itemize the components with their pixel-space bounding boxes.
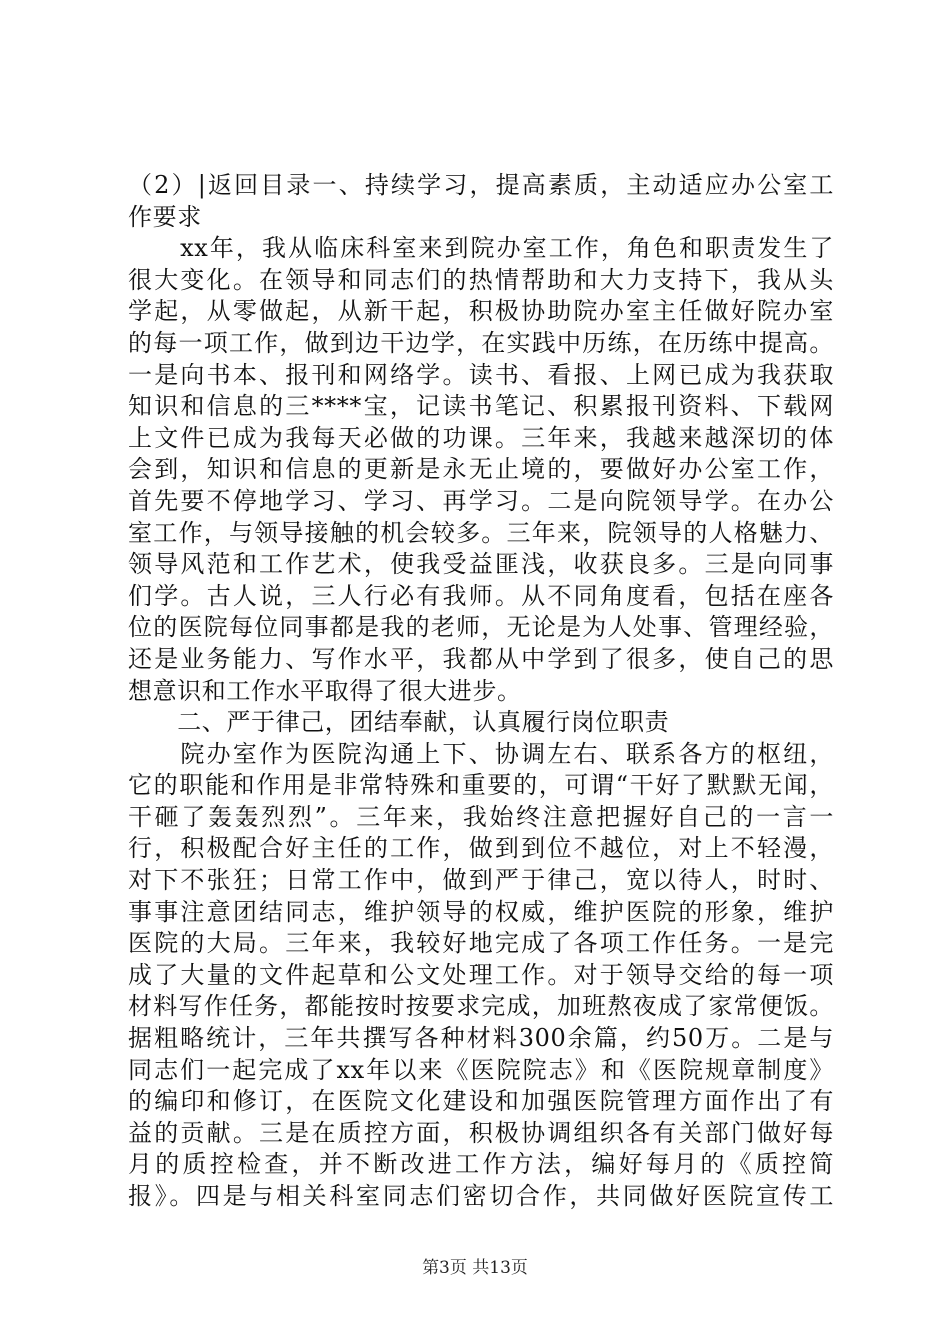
document-body: [128, 170, 834, 1213]
page-footer: 第3页 共13页: [422, 1258, 528, 1278]
text-line: 们学。古人说，三人行必有我师。从不同角度看，包括在座各: [128, 581, 834, 610]
text-line: xx年，我从临床科室来到院办室工作，角色和职责发生了: [128, 234, 834, 263]
text-line: 的每一项工作，做到边干边学，在实践中历练，在历练中提高。: [128, 328, 834, 357]
text-line: 干砸了轰轰烈烈”。三年来，我始终注意把握好自己的一言一: [128, 802, 834, 831]
text-line: 一是向书本、报刊和网络学。读书、看报、上网已成为我获取: [128, 360, 834, 389]
text-line: 二、严于律己，团结奉献，认真履行岗位职责: [128, 708, 670, 737]
text-line: 益的贡献。三是在质控方面，积极协调组织各有关部门做好每: [128, 1118, 834, 1147]
text-line: 同志们一起完成了xx年以来《医院院志》和《医院规章制度》: [128, 1055, 834, 1084]
text-line: 位的医院每位同事都是我的老师，无论是为人处事、管理经验，: [128, 613, 834, 642]
text-line: 的编印和修订，在医院文化建设和加强医院管理方面作出了有: [128, 1087, 834, 1116]
text-line: 行，积极配合好主任的工作，做到到位不越位，对上不轻漫，: [128, 834, 834, 863]
text-line: 室工作，与领导接触的机会较多。三年来，院领导的人格魅力、: [128, 518, 834, 547]
text-line: （2）|返回目录一、持续学习，提高素质，主动适应办公室工: [128, 171, 834, 199]
text-line: 很大变化。在领导和同志们的热情帮助和大力支持下，我从头: [128, 265, 834, 294]
text-line: 知识和信息的三****宝，记读书笔记、积累报刊资料、下载网: [128, 392, 834, 421]
text-line: 材料写作任务，都能按时按要求完成，加班熬夜成了家常便饭。: [128, 992, 834, 1021]
text-line: 医院的大局。三年来，我较好地完成了各项工作任务。一是完: [128, 929, 834, 958]
text-line: 还是业务能力、写作水平，我都从中学到了很多，使自己的思: [128, 644, 834, 673]
text-line: 对下不张狂；日常工作中，做到严于律己，宽以待人，时时、: [128, 866, 834, 895]
text-line: 想意识和工作水平取得了很大进步。: [128, 676, 522, 705]
text-line: 据粗略统计，三年共撰写各种材料300余篇，约50万。二是与: [128, 1024, 834, 1053]
text-line: 首先要不停地学习、学习、再学习。二是向院领导学。在办公: [128, 486, 834, 515]
text-line: 成了大量的文件起草和公文处理工作。对于领导交给的每一项: [128, 960, 834, 989]
text-line: 院办室作为医院沟通上下、协调左右、联系各方的枢纽，: [128, 739, 834, 768]
text-line: 事事注意团结同志，维护领导的权威，维护医院的形象，维护: [128, 897, 834, 926]
text-line: 它的职能和作用是非常特殊和重要的，可谓“干好了默默无闻，: [128, 771, 834, 800]
text-line: 作要求: [128, 202, 202, 231]
text-line: 上文件已成为我每天必做的功课。三年来，我越来越深切的体: [128, 423, 834, 452]
text-line: 领导风范和工作艺术，使我受益匪浅，收获良多。三是向同事: [128, 550, 834, 579]
text-line: 报》。四是与相关科室同志们密切合作，共同做好医院宣传工: [128, 1182, 834, 1210]
text-line: 月的质控检查，并不断改进工作方法，编好每月的《质控简: [128, 1150, 834, 1179]
text-line: 学起，从零做起，从新干起，积极协助院办室主任做好院办室: [128, 297, 834, 326]
text-line: 会到，知识和信息的更新是永无止境的，要做好办公室工作，: [128, 455, 834, 484]
